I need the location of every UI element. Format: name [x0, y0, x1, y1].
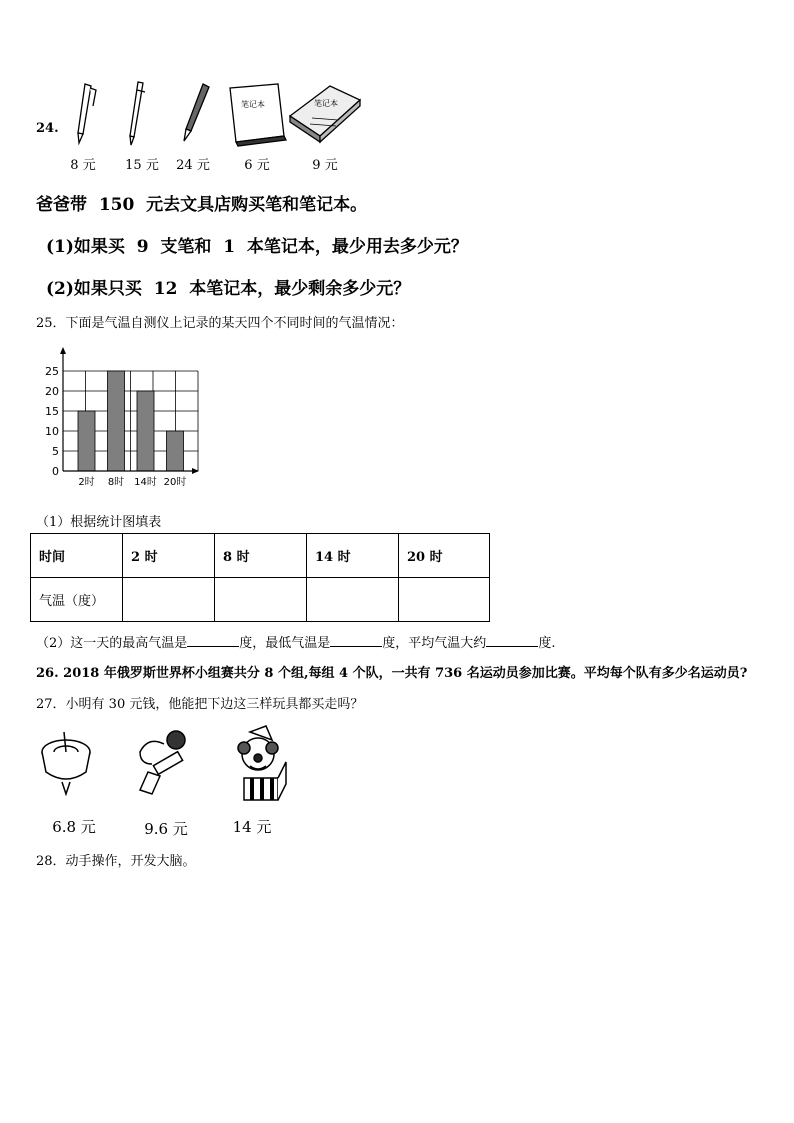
question-24-sub1: (1)如果买 9 支笔和 1 本笔记本，最少用去多少元？: [46, 237, 468, 257]
toy-price-label: 14 元: [232, 818, 272, 836]
sub2-text: 度，最低气温是: [239, 636, 331, 651]
answer-cell[interactable]: [215, 578, 307, 622]
question-28-text: 28．动手操作，开发大脑。: [36, 854, 196, 869]
chart-x-tick-labels: [78, 475, 186, 488]
question-25-sub1: （1）根据统计图填表: [36, 515, 162, 530]
pen-icon: [130, 82, 145, 145]
price-label: 15 元: [125, 158, 159, 173]
jack-in-the-box-icon: [238, 726, 286, 800]
question-24-sub2: (2)如果只买 12 本笔记本，最少剩余多少元？: [46, 279, 411, 299]
stationery-illustrations: [60, 78, 380, 150]
x-tick-label: 8时: [107, 477, 125, 488]
question-27-text: 27．小明有 30 元钱，他能把下边这三样玩具都买走吗？: [36, 697, 364, 712]
y-tick-label: 0: [52, 465, 59, 478]
table-header-cell: 20 时: [399, 534, 490, 578]
bar: [137, 391, 154, 471]
answer-cell[interactable]: [399, 578, 490, 622]
pen-icon: [78, 84, 96, 143]
x-tick-label: 20时: [163, 477, 187, 488]
answer-blank-lowest[interactable]: [330, 634, 382, 647]
bar: [78, 411, 95, 471]
table-header-cell: 14 时: [307, 534, 399, 578]
answer-blank-average[interactable]: [486, 634, 538, 647]
table-row: [31, 578, 490, 622]
toy-gun-icon: [140, 731, 185, 794]
x-tick-label: 14时: [134, 477, 157, 488]
notebook-cover-label: 笔记本: [314, 99, 338, 108]
sub2-text: 度.: [538, 636, 556, 651]
temperature-table: [30, 533, 490, 622]
question-26-text: 26. 2018 年俄罗斯世界杯小组赛共分 8 个组,每组 4 个队，一共有 736 名运动员参加比赛。平均每个队有多少名运动员?: [36, 666, 748, 681]
notebook-icon: [290, 86, 360, 142]
table-header-cell: 时间: [31, 534, 123, 578]
question-24-number: 24.: [36, 121, 59, 136]
notebook-cover-label: 笔记本: [241, 100, 265, 109]
table-header-cell: 8 时: [215, 534, 307, 578]
y-axis-arrow: [60, 347, 66, 354]
toy-illustrations: [36, 724, 296, 814]
table-header-cell: 2 时: [123, 534, 215, 578]
answer-cell[interactable]: [123, 578, 215, 622]
spinning-top-icon: [42, 732, 90, 794]
y-tick-label: 10: [45, 425, 59, 438]
chart-y-tick-labels: [45, 365, 59, 478]
y-tick-label: 15: [45, 405, 59, 418]
sub2-text: （2）这一天的最高气温是: [36, 636, 188, 651]
question-24-intro: 爸爸带 150 元去文具店购买笔和笔记本。: [36, 195, 368, 215]
question-25-sub2: [36, 632, 555, 651]
toy-price-label: 9.6 元: [144, 820, 188, 838]
bar: [167, 431, 184, 471]
notebook-icon: [230, 84, 286, 146]
answer-blank-highest[interactable]: [187, 634, 239, 647]
fountain-pen-icon: [184, 84, 209, 141]
y-tick-label: 5: [52, 445, 59, 458]
table-row-label: 气温（度）: [31, 578, 123, 622]
price-label: 24 元: [176, 158, 210, 173]
answer-cell[interactable]: [307, 578, 399, 622]
price-label: 6 元: [244, 158, 270, 173]
toy-price-label: 6.8 元: [52, 818, 96, 836]
price-label: 9 元: [312, 158, 338, 173]
sub2-text: 度，平均气温大约: [382, 636, 487, 651]
temperature-bar-chart: [40, 345, 210, 493]
question-25-text: 25．下面是气温自测仪上记录的某天四个不同时间的气温情况：: [36, 316, 404, 331]
table-row: [31, 534, 490, 578]
bar: [108, 371, 125, 471]
x-tick-label: 2时: [78, 477, 95, 488]
price-label: 8 元: [70, 158, 96, 173]
y-tick-label: 25: [45, 365, 59, 378]
y-tick-label: 20: [45, 385, 59, 398]
